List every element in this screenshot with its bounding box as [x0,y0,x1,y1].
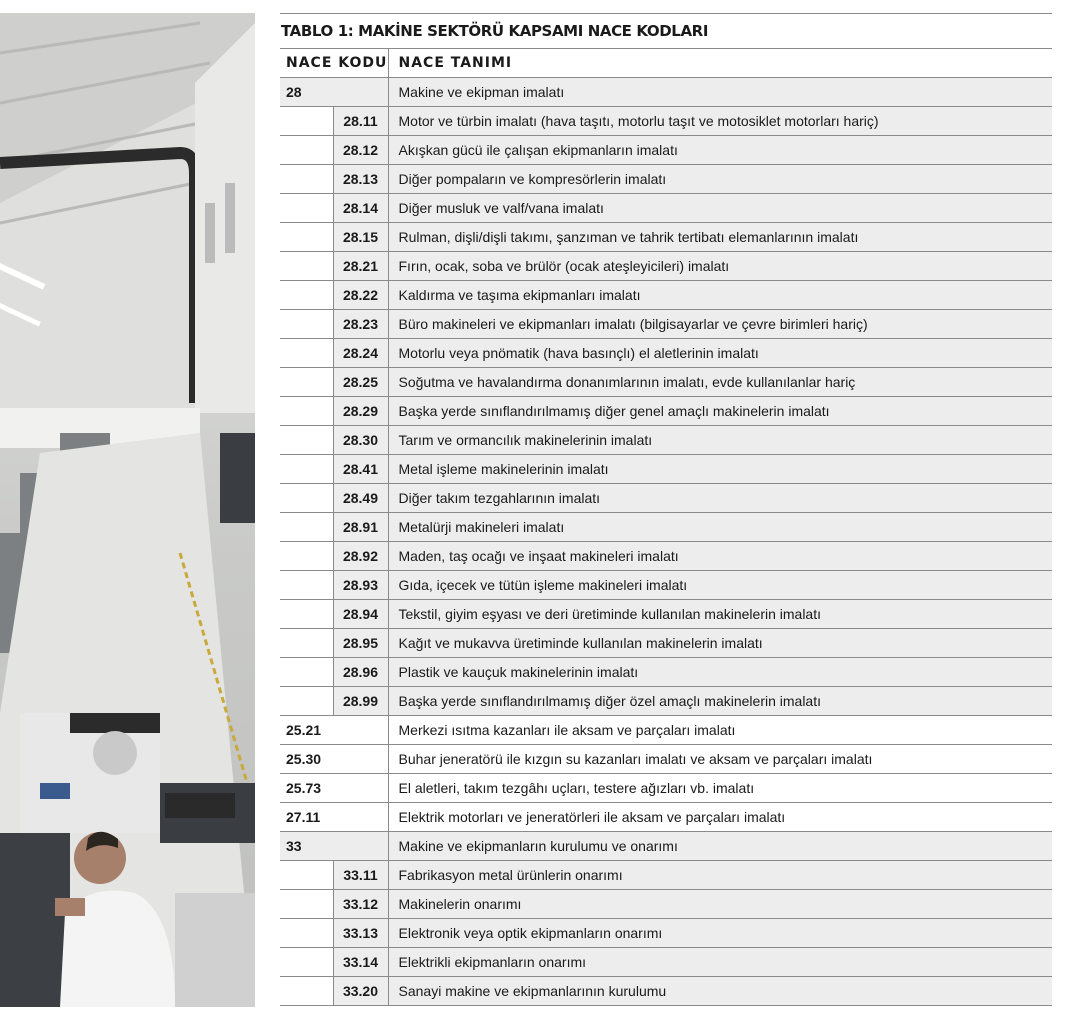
nace-subcode-cell: 33.14 [333,948,388,977]
nace-description-cell: Diğer musluk ve valf/vana imalatı [388,194,1052,223]
nace-description-cell: Elektrikli ekipmanların onarımı [388,948,1052,977]
table-title: TABLO 1: MAKİNE SEKTÖRÜ KAPSAMI NACE KODLARI [281,22,708,40]
table-row [280,194,1052,223]
nace-subcode-cell: 28.99 [333,687,388,716]
nace-code-cell-empty [280,455,333,484]
table-row [280,687,1052,716]
nace-description-cell: Tarım ve ormancılık makinelerinin imalatı [388,426,1052,455]
table-title-row [280,13,1052,49]
nace-subcode-cell: 28.14 [333,194,388,223]
nace-subcode-cell: 28.91 [333,513,388,542]
nace-description-cell: Başka yerde sınıflandırılmamış diğer genel amaçlı makinelerin imalatı [388,397,1052,426]
nace-description-cell: Diğer takım tezgahlarının imalatı [388,484,1052,513]
table-row [280,281,1052,310]
table-row [280,716,1052,745]
nace-subcode-cell: 28.12 [333,136,388,165]
nace-description-cell: Kaldırma ve taşıma ekipmanları imalatı [388,281,1052,310]
nace-code-cell-empty [280,252,333,281]
table-row [280,165,1052,194]
nace-description-cell: Makinelerin onarımı [388,890,1052,919]
nace-subcode-cell: 28.95 [333,629,388,658]
nace-description-cell: El aletleri, takım tezgâhı uçları, testere ağızları vb. imalatı [388,774,1052,803]
table-row [280,252,1052,281]
nace-description-cell: Motor ve türbin imalatı (hava taşıtı, motorlu taşıt ve motosiklet motorları hariç) [388,107,1052,136]
nace-subcode-cell: 28.96 [333,658,388,687]
nace-subcode-cell: 28.41 [333,455,388,484]
nace-subcode-cell: 28.24 [333,339,388,368]
nace-code-cell-empty [280,368,333,397]
nace-code-cell-empty [280,484,333,513]
table-row [280,571,1052,600]
nace-subcode-cell: 28.22 [333,281,388,310]
nace-subcode-cell: 33.13 [333,919,388,948]
nace-description-cell: Diğer pompaların ve kompresörlerin imalatı [388,165,1052,194]
nace-subcode-cell: 28.29 [333,397,388,426]
table-row [280,977,1052,1006]
factory-illustration [0,13,255,1007]
nace-table [280,49,1052,1006]
nace-description-cell: Akışkan gücü ile çalışan ekipmanların imalatı [388,136,1052,165]
nace-description-cell: Başka yerde sınıflandırılmamış diğer özel amaçlı makinelerin imalatı [388,687,1052,716]
nace-description-cell: Maden, taş ocağı ve inşaat makineleri imalatı [388,542,1052,571]
nace-code-cell-empty [280,629,333,658]
nace-code-cell-empty [280,426,333,455]
nace-subcode-cell: 28.15 [333,223,388,252]
nace-subcode-cell: 28.30 [333,426,388,455]
nace-subcode-cell: 33.12 [333,890,388,919]
nace-subcode-cell: 28.92 [333,542,388,571]
nace-subcode-cell: 28.49 [333,484,388,513]
nace-subcode-cell: 28.93 [333,571,388,600]
nace-code-cell-empty [280,948,333,977]
nace-description-cell: Soğutma ve havalandırma donanımlarının imalatı, evde kullanılanlar hariç [388,368,1052,397]
nace-code-cell-empty [280,397,333,426]
nace-code-cell-empty [280,136,333,165]
table-row [280,368,1052,397]
nace-code-cell-empty [280,281,333,310]
nace-subcode-cell: 28.25 [333,368,388,397]
table-row [280,455,1052,484]
nace-subcode-cell: 28.13 [333,165,388,194]
table-row [280,832,1052,861]
nace-subcode-cell: 28.23 [333,310,388,339]
table-row [280,542,1052,571]
table-row [280,890,1052,919]
nace-code-cell: 27.11 [280,803,388,832]
nace-code-cell-empty [280,861,333,890]
nace-code-cell-empty [280,310,333,339]
table-row [280,658,1052,687]
nace-description-cell: Motorlu veya pnömatik (hava basınçlı) el aletlerinin imalatı [388,339,1052,368]
nace-code-cell: 25.30 [280,745,388,774]
nace-code-cell-empty [280,513,333,542]
nace-description-cell: Elektronik veya optik ekipmanların onarımı [388,919,1052,948]
nace-code-cell-empty [280,107,333,136]
nace-subcode-cell: 28.94 [333,600,388,629]
table-row [280,774,1052,803]
table-row [280,107,1052,136]
table-row [280,861,1052,890]
nace-description-cell: Merkezi ısıtma kazanları ile aksam ve parçaları imalatı [388,716,1052,745]
nace-code-cell: 28 [280,78,388,107]
nace-description-cell: Metal işleme makinelerinin imalatı [388,455,1052,484]
nace-code-cell-empty [280,223,333,252]
table-row [280,78,1052,107]
table-row [280,310,1052,339]
nace-code-cell-empty [280,571,333,600]
nace-code-cell: 33 [280,832,388,861]
nace-description-cell: Makine ve ekipman imalatı [388,78,1052,107]
table-row [280,919,1052,948]
nace-description-cell: Büro makineleri ve ekipmanları imalatı (bilgisayarlar ve çevre birimleri hariç) [388,310,1052,339]
nace-code-cell-empty [280,890,333,919]
nace-code-cell-empty [280,165,333,194]
table-row [280,484,1052,513]
nace-description-cell: Elektrik motorları ve jeneratörleri ile aksam ve parçaları imalatı [388,803,1052,832]
nace-description-cell: Plastik ve kauçuk makinelerinin imalatı [388,658,1052,687]
nace-subcode-cell: 33.20 [333,977,388,1006]
nace-subcode-cell: 28.11 [333,107,388,136]
nace-description-cell: Tekstil, giyim eşyası ve deri üretiminde kullanılan makinelerin imalatı [388,600,1052,629]
nace-description-cell: Metalürji makineleri imalatı [388,513,1052,542]
nace-description-cell: Rulman, dişli/dişli takımı, şanzıman ve tahrik tertibatı elemanlarının imalatı [388,223,1052,252]
nace-code-cell-empty [280,339,333,368]
nace-description-cell: Buhar jeneratörü ile kızgın su kazanları imalatı ve aksam ve parçaları imalatı [388,745,1052,774]
nace-description-cell: Makine ve ekipmanların kurulumu ve onarımı [388,832,1052,861]
nace-description-cell: Fırın, ocak, soba ve brülör (ocak ateşleyicileri) imalatı [388,252,1052,281]
table-row [280,803,1052,832]
nace-code-cell-empty [280,542,333,571]
header-nace-code: NACE KODU [280,49,388,78]
table-row [280,426,1052,455]
table-header-row [280,49,1052,78]
nace-code-cell: 25.21 [280,716,388,745]
table-row [280,397,1052,426]
nace-code-cell-empty [280,658,333,687]
nace-description-cell: Fabrikasyon metal ürünlerin onarımı [388,861,1052,890]
nace-code-cell-empty [280,600,333,629]
nace-code-cell-empty [280,194,333,223]
table-row [280,629,1052,658]
header-nace-description: NACE TANIMI [388,49,1052,78]
table-body [280,78,1052,1006]
nace-code-cell-empty [280,977,333,1006]
nace-description-cell: Kağıt ve mukavva üretiminde kullanılan makinelerin imalatı [388,629,1052,658]
nace-subcode-cell: 28.21 [333,252,388,281]
table-row [280,600,1052,629]
nace-description-cell: Gıda, içecek ve tütün işleme makineleri imalatı [388,571,1052,600]
table-row [280,513,1052,542]
table-row [280,745,1052,774]
table-row [280,339,1052,368]
nace-description-cell: Sanayi makine ve ekipmanlarının kurulumu [388,977,1052,1006]
table-row [280,136,1052,165]
nace-table-panel [280,13,1052,1006]
nace-subcode-cell: 33.11 [333,861,388,890]
nace-code-cell-empty [280,687,333,716]
nace-code-cell: 25.73 [280,774,388,803]
table-row [280,223,1052,252]
table-row [280,948,1052,977]
nace-code-cell-empty [280,919,333,948]
factory-photo [0,13,255,1007]
